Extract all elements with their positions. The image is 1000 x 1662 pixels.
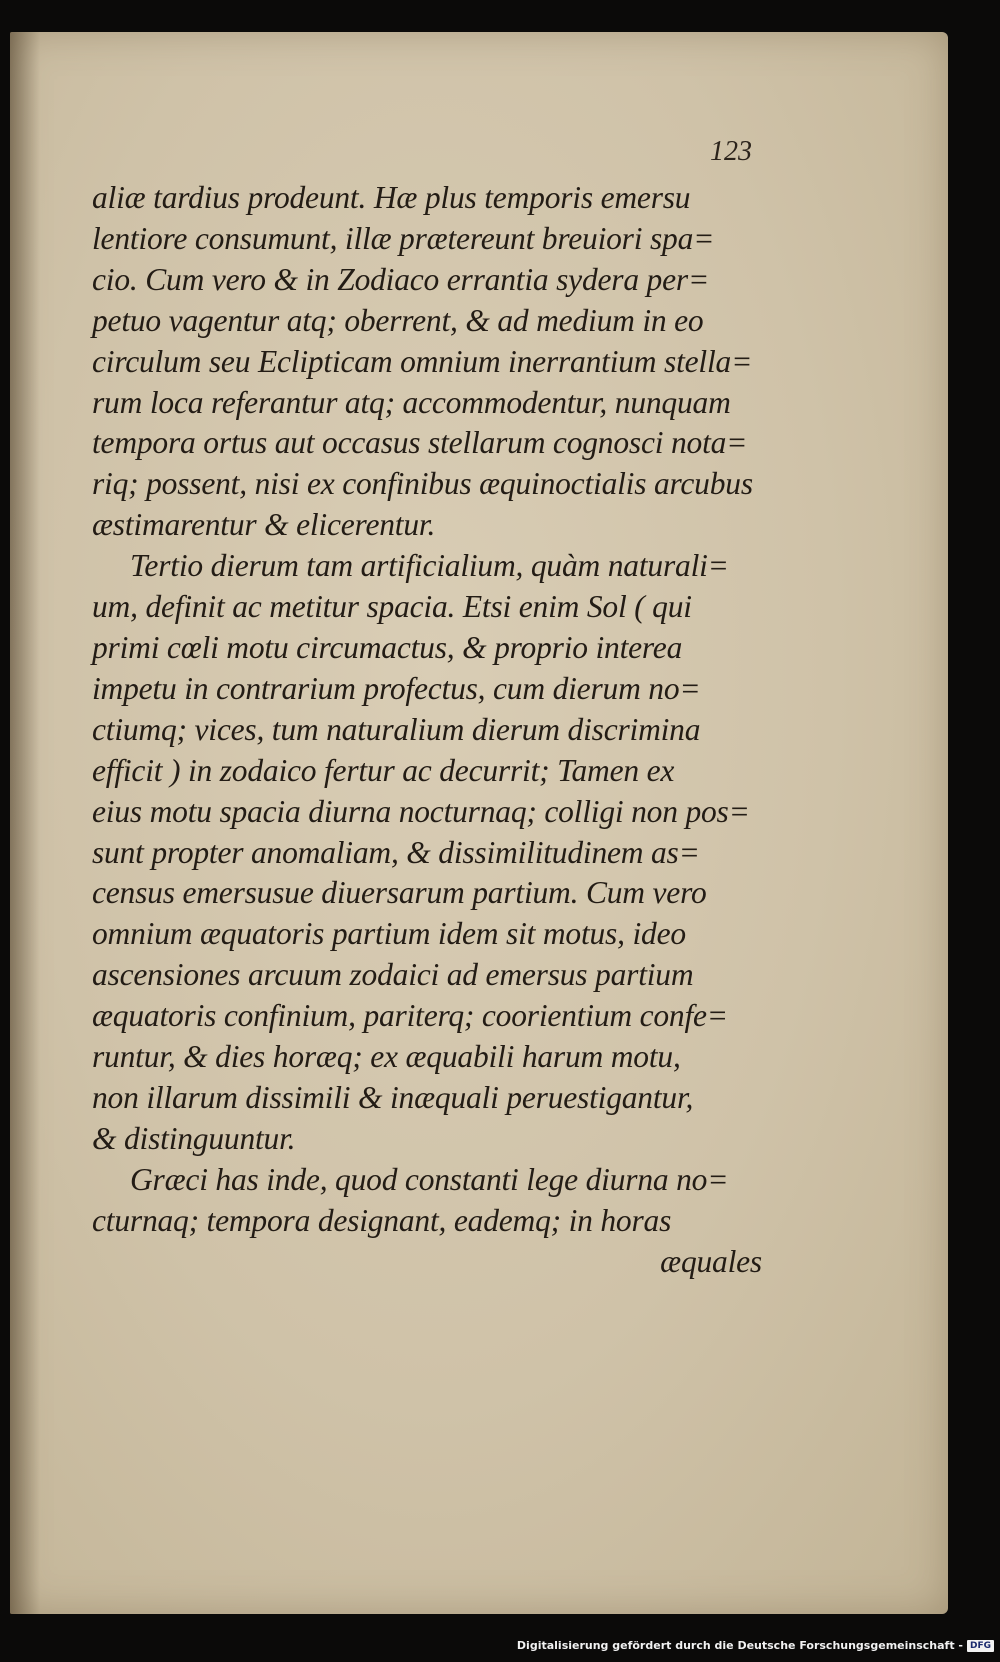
- paragraph-start-line: Græci has inde, quod constanti lege diurna no=: [130, 1161, 729, 1197]
- text-line: æquatoris confinium, pariterq; coorientium confe=: [92, 998, 728, 1034]
- text-line: ascensiones arcuum zodaici ad emersus partium: [92, 957, 694, 993]
- text-line: aliæ tardius prodeunt. Hæ plus temporis emersu: [92, 180, 691, 215]
- text-line: efficit ) in zodaico fertur ac decurrit; Tamen ex: [92, 752, 675, 788]
- text-line: ctiumq; vices, tum naturalium dierum discrimina: [92, 711, 701, 747]
- text-line: cturnaq; tempora designant, eademq; in horas: [92, 1202, 672, 1238]
- text-line: circulum seu Eclipticam omnium inerrantium stella=: [92, 343, 753, 379]
- text-line: sunt propter anomaliam, & dissimilitudinem as=: [92, 834, 700, 870]
- text-line: omnium æquatoris partium idem sit motus, ideo: [92, 916, 686, 952]
- text-line: riq; possent, nisi ex confinibus æquinoctialis arcubus: [92, 466, 753, 502]
- text-line: cio. Cum vero & in Zodiaco errantia sydera per=: [92, 261, 710, 297]
- text-line: census emersusue diuersarum partium. Cum vero: [92, 875, 707, 911]
- dfg-logo: DFG: [967, 1640, 994, 1652]
- text-line: eius motu spacia diurna nocturnaq; colligi non pos=: [92, 793, 750, 829]
- text-line: lentiore consumunt, illæ prætereunt breuiori spa=: [92, 220, 715, 256]
- text-line: æstimarentur & elicerentur.: [92, 507, 436, 543]
- text-line: impetu in contrarium profectus, cum dierum no=: [92, 670, 701, 706]
- text-line: non illarum dissimili & inæquali peruestigantur,: [92, 1079, 694, 1115]
- text-line: & distinguuntur.: [92, 1120, 296, 1156]
- credit-text: Digitalisierung gefördert durch die Deutsche Forschungsgemeinschaft -: [516, 1639, 963, 1652]
- catchword: æquales: [660, 1243, 762, 1279]
- page-body-text: [92, 178, 762, 1282]
- page-gutter-shadow: [10, 32, 40, 1614]
- text-line: tempora ortus aut occasus stellarum cognosci nota=: [92, 425, 748, 461]
- text-line: runtur, & dies horæq; ex æquabili harum motu,: [92, 1039, 681, 1075]
- paragraph-start-line: Tertio dierum tam artificialium, quàm naturali=: [130, 548, 729, 584]
- page-number: 123: [710, 136, 752, 167]
- text-line: rum loca referantur atq; accommodentur, nunquam: [92, 384, 731, 420]
- text-line: primi cœli motu circumactus, & proprio interea: [92, 629, 683, 665]
- text-line: um, definit ac metitur spacia. Etsi enim Sol ( qui: [92, 589, 692, 625]
- digitization-credit: [517, 1639, 994, 1652]
- text-line: petuo vagentur atq; oberrent, & ad medium in eo: [92, 302, 704, 338]
